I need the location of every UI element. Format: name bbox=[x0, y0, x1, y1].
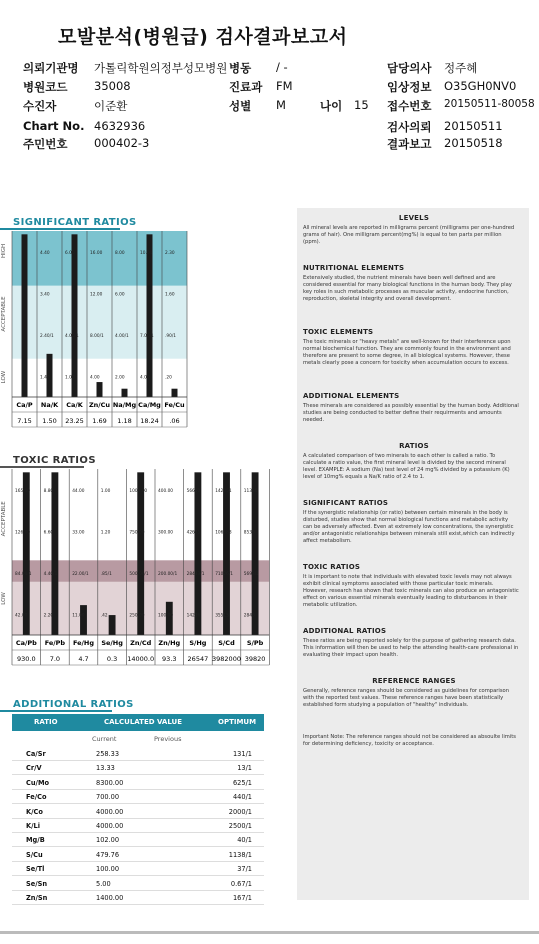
receipt-value: 20150511-80058 bbox=[444, 98, 535, 110]
significant-bar-fe-cu bbox=[172, 389, 178, 397]
significant-ratio-name: Ca/P bbox=[16, 401, 33, 409]
significant-tick-label: 8.00 bbox=[115, 250, 125, 256]
significant-ratio-value: 1.18 bbox=[117, 417, 132, 425]
additional-optimum-value: 13/1 bbox=[237, 764, 252, 773]
significant-tick-label: 2.40/1 bbox=[40, 333, 54, 339]
additional-ratio-name: K/Co bbox=[26, 807, 43, 816]
reference-paragraph: Generally, reference ranges should be considered as guidelines for comparison with the reported test values. These reference ranges have been statistically established form studying a population of "healthy" individuals. bbox=[303, 688, 509, 708]
significant-tick-label: 2.30 bbox=[165, 250, 175, 256]
reference-paragraph: The toxic minerals or "heavy metals" are well-known for their interference upon normal biochemical function. They are commonly found in the environment and therefore are present to some degree, in all biological systems. However, these metals clearly pose a concern for toxicity when accumulation occurs to excess. bbox=[303, 339, 511, 366]
toxic-ratio-name: Zn/Cd bbox=[130, 639, 152, 647]
toxic-tick-label: 1.00 bbox=[100, 488, 111, 494]
toxic-tick-label: 500.00/1 bbox=[129, 571, 149, 577]
additional-current-value: 5.00 bbox=[96, 879, 111, 888]
toxic-ratio-value: 93.3 bbox=[162, 655, 177, 663]
dept-label: 진료과 bbox=[229, 80, 263, 94]
additional-ratios-table bbox=[12, 714, 264, 904]
col-opt-header: OPTIMUM bbox=[218, 718, 257, 726]
additional-row bbox=[12, 833, 264, 847]
significant-tick-label: 16.00 bbox=[90, 250, 103, 256]
reference-paragraph: Important Note: The reference ranges should not be considered as absoulte limits for determining deficiency, toxicity or acceptance. bbox=[303, 734, 516, 747]
toxic-tick-label: 33.00 bbox=[72, 530, 85, 536]
additional-current-value: 258.33 bbox=[96, 750, 120, 758]
toxic-tick-label: .85/1 bbox=[100, 571, 112, 577]
additional-row bbox=[12, 848, 264, 862]
additional-ratio-name: Se/Sn bbox=[26, 879, 48, 888]
additional-ratio-name: S/Cu bbox=[26, 850, 43, 859]
col-calc-header: CALCULATED VALUE bbox=[104, 718, 183, 726]
significant-bar-ca-mg bbox=[147, 234, 153, 397]
significant-ratios-title: SIGNIFICANT RATIOS bbox=[13, 217, 137, 228]
additional-current-value: 700.00 bbox=[96, 793, 120, 802]
toxic-ratio-name: S/Hg bbox=[189, 639, 207, 647]
reference-heading: NUTRITIONAL ELEMENTS bbox=[303, 264, 405, 272]
significant-ratios-chart bbox=[0, 229, 192, 431]
reference-paragraph: These minerals are considered as possibly essential by the human body. Additional studies are being conducted to better define their requirments and amounts needed. bbox=[303, 403, 519, 423]
toxic-ratios-chart bbox=[0, 467, 272, 673]
additional-row bbox=[12, 877, 264, 891]
patient-label: 수진자 bbox=[23, 99, 57, 113]
toxic-ratio-name: S/Cd bbox=[218, 639, 235, 647]
toxic-tick-label: 100.00 bbox=[158, 613, 174, 619]
toxic-tick-label: 165.00 bbox=[15, 488, 31, 494]
age-value: 15 bbox=[354, 98, 369, 112]
additional-current-value: 4000.00 bbox=[96, 822, 124, 830]
patient-value: 이준환 bbox=[94, 99, 128, 113]
toxic-zone-label: ACCEPTABLE bbox=[1, 501, 7, 537]
additional-optimum-value: 40/1 bbox=[237, 836, 252, 845]
additional-title-rule bbox=[0, 710, 112, 712]
hospital-code-value: 35008 bbox=[94, 79, 131, 93]
toxic-tick-label: 11.00 bbox=[72, 613, 85, 619]
ward-label: 병동 bbox=[229, 61, 252, 75]
additional-ratio-name: Zn/Sn bbox=[26, 894, 48, 902]
toxic-tick-label: 1.20 bbox=[100, 530, 111, 536]
additional-row bbox=[12, 805, 264, 819]
ssn-label: 주민번호 bbox=[23, 137, 68, 151]
significant-ratio-name: Fe/Cu bbox=[164, 401, 185, 409]
additional-ratio-name: Cr/V bbox=[26, 764, 42, 773]
toxic-tick-label: 200.00/1 bbox=[158, 571, 178, 577]
additional-optimum-value: 37/1 bbox=[237, 865, 252, 874]
toxic-tick-label: 750.00 bbox=[129, 530, 145, 536]
toxic-tick-label: 28433/1 bbox=[186, 571, 205, 577]
additional-row bbox=[12, 790, 264, 804]
significant-ratio-value: 1.69 bbox=[92, 417, 107, 425]
sex-label: 성별 bbox=[229, 99, 252, 113]
toxic-ratio-value: 14000.0 bbox=[127, 655, 155, 663]
additional-current-value: 102.00 bbox=[96, 836, 120, 845]
additional-current-value: 4000.00 bbox=[96, 807, 124, 816]
toxic-tick-label: 71026/1 bbox=[215, 571, 234, 577]
toxic-ratio-value: 3982000 bbox=[212, 655, 241, 663]
reference-heading: TOXIC ELEMENTS bbox=[303, 328, 374, 336]
sex-value: M bbox=[276, 98, 286, 112]
significant-tick-label: .20 bbox=[165, 375, 172, 381]
toxic-tick-label: 4.40/1 bbox=[43, 571, 58, 577]
additional-optimum-value: 167/1 bbox=[232, 894, 252, 902]
toxic-tick-label: 8.80 bbox=[43, 488, 54, 494]
additional-optimum-value: 131/1 bbox=[232, 750, 252, 758]
toxic-ratio-name: Ca/Pb bbox=[15, 639, 37, 647]
additional-current-value: 1400.00 bbox=[96, 894, 124, 902]
toxic-tick-label: 42675 bbox=[186, 530, 201, 536]
clinical-label: 임상정보 bbox=[387, 80, 432, 94]
toxic-tick-label: 250.00 bbox=[129, 613, 145, 619]
toxic-zone-label: LOW bbox=[1, 592, 7, 605]
significant-ratio-value: 7.15 bbox=[17, 417, 32, 425]
additional-ratio-name: K/Li bbox=[26, 822, 40, 830]
report-title: 모발분석(병원급) 검사결과보고서 bbox=[58, 26, 348, 48]
significant-ratio-value: .06 bbox=[169, 417, 180, 425]
reference-paragraph: Extensively studied, the nutrient minerals have been well defined and are considered essential for many biological functions in the human body. They play key roles in such metabolic processes as muscular activity, endocrine function, reproduction, skeletal integrity and overall development. bbox=[303, 275, 512, 302]
significant-tick-label: 1.40 bbox=[40, 375, 50, 381]
significant-tick-label: 12.00 bbox=[90, 292, 103, 298]
significant-tick-label: 4.00 bbox=[90, 375, 100, 381]
significant-ratio-name: Na/Mg bbox=[112, 401, 137, 409]
bottom-rule bbox=[0, 931, 539, 934]
additional-optimum-value: 440/1 bbox=[232, 793, 252, 802]
significant-tick-label: 1.00 bbox=[65, 375, 75, 381]
additional-current-value: 479.76 bbox=[96, 850, 120, 859]
toxic-tick-label: 2846 bbox=[243, 613, 255, 619]
additional-ratio-name: Cu/Mo bbox=[26, 778, 50, 787]
sub-current: Current bbox=[92, 735, 117, 743]
toxic-tick-label: 44.00 bbox=[72, 488, 85, 494]
ssn-value: 000402-3 bbox=[94, 136, 150, 150]
significant-ratio-name: Zn/Cu bbox=[88, 401, 111, 409]
toxic-bar-zn-hg bbox=[166, 602, 173, 635]
significant-bar-ca-p bbox=[22, 234, 28, 397]
doctor-label: 담당의사 bbox=[387, 61, 432, 75]
chart-label: Chart No. bbox=[23, 119, 85, 133]
reference-heading: ADDITIONAL RATIOS bbox=[303, 627, 387, 635]
additional-optimum-value: 2500/1 bbox=[228, 822, 252, 830]
toxic-tick-label: 1000.00 bbox=[129, 488, 148, 494]
significant-tick-label: 3.40 bbox=[40, 292, 50, 298]
significant-ratio-value: 23.25 bbox=[65, 417, 84, 425]
significant-bar-ca-k bbox=[72, 234, 78, 397]
reference-heading: REFERENCE RANGES bbox=[372, 677, 456, 685]
reference-heading: SIGNIFICANT RATIOS bbox=[303, 499, 389, 507]
significant-tick-label: .90/1 bbox=[165, 333, 177, 339]
significant-zone-label: LOW bbox=[1, 370, 7, 384]
additional-row bbox=[12, 761, 264, 775]
dept-value: FM bbox=[276, 79, 293, 93]
reference-paragraph: These ratios are being reported solely for the purpose of gathering research data. This information will then be used to help the attending health-care professional in evaluating their impact upon health. bbox=[303, 638, 519, 658]
additional-row bbox=[12, 819, 264, 833]
significant-tick-label: 7.00/1 bbox=[140, 333, 154, 339]
additional-current-value: 13.33 bbox=[96, 764, 115, 773]
significant-tick-label: 4.40 bbox=[40, 250, 50, 256]
toxic-bar-s-pb bbox=[252, 472, 259, 635]
req-date-label: 검사의뢰 bbox=[387, 120, 432, 134]
toxic-tick-label: 42.00 bbox=[15, 613, 28, 619]
toxic-tick-label: 126.00 bbox=[15, 530, 31, 536]
toxic-tick-label: 56600 bbox=[186, 488, 201, 494]
toxic-ratio-name: Fe/Pb bbox=[44, 639, 66, 647]
clinical-value: O35GH0NV0 bbox=[444, 79, 517, 93]
additional-optimum-value: 0.67/1 bbox=[230, 879, 252, 888]
reference-heading: ADDITIONAL ELEMENTS bbox=[303, 392, 400, 400]
additional-row bbox=[12, 776, 264, 790]
reference-paragraph: All mineral levels are reported in milligrams percent (milligrams per one-hundred grams of hair). One milligram percent(mg%) is equal to ten parts per million (ppm). bbox=[303, 225, 515, 245]
additional-row bbox=[12, 747, 264, 761]
report-date-label: 결과보고 bbox=[387, 137, 432, 151]
toxic-tick-label: .42 bbox=[100, 613, 108, 619]
toxic-ratio-value: 39820 bbox=[244, 655, 266, 663]
age-label: 나이 bbox=[320, 99, 343, 113]
reference-text bbox=[303, 214, 525, 898]
toxic-tick-label: 8539 bbox=[243, 530, 255, 536]
significant-ratio-name: Ca/K bbox=[66, 401, 83, 409]
toxic-ratio-name: Fe/Hg bbox=[72, 639, 95, 647]
reference-heading: LEVELS bbox=[398, 214, 430, 222]
institution-value: 가톨릭학원의정부성모병원 bbox=[94, 61, 228, 75]
toxic-tick-label: 300.00 bbox=[158, 530, 174, 536]
significant-ratio-value: 1.50 bbox=[42, 417, 57, 425]
toxic-ratio-name: Zn/Hg bbox=[158, 639, 181, 647]
significant-tick-label: 4.00 bbox=[140, 375, 150, 381]
receipt-label: 접수번호 bbox=[387, 99, 432, 113]
significant-zone-label: ACCEPTABLE bbox=[1, 296, 7, 332]
additional-current-value: 100.00 bbox=[96, 865, 120, 874]
ward-value: / - bbox=[276, 60, 288, 74]
reference-heading: RATIOS bbox=[399, 442, 429, 450]
col-ratio-header: RATIO bbox=[34, 718, 58, 726]
toxic-bar-se-hg bbox=[109, 615, 116, 635]
toxic-bar-zn-cd bbox=[137, 472, 144, 635]
toxic-bar-s-hg bbox=[194, 472, 201, 635]
toxic-ratio-value: 0.3 bbox=[106, 655, 118, 663]
significant-ratio-name: Na/K bbox=[40, 401, 59, 409]
additional-ratio-name: Mg/B bbox=[26, 836, 45, 845]
significant-bar-zn-cu bbox=[97, 382, 103, 397]
toxic-bar-fe-pb bbox=[51, 472, 58, 635]
additional-ratio-name: Se/Tl bbox=[26, 865, 45, 874]
reference-paragraph: If the synergistic relationship (or ratio) between certain minerals in the body is disturbed, studies show that normal biological functions and metabolic activity can be adversely affected. Even at extremely low concentrations, the synergistic and/or antagonistic relationships between minerals still exist,which can indirectly affect metabolism. bbox=[303, 510, 515, 544]
significant-tick-label: 4.00/1 bbox=[115, 333, 129, 339]
toxic-tick-label: 2.20 bbox=[43, 613, 54, 619]
toxic-bar-fe-hg bbox=[80, 605, 87, 635]
toxic-ratio-name: S/Pb bbox=[246, 639, 264, 647]
chart-value: 4632936 bbox=[94, 119, 146, 133]
significant-tick-label: 8.00/1 bbox=[90, 333, 104, 339]
toxic-tick-label: 5693/1 bbox=[243, 571, 259, 577]
toxic-ratio-value: 26547 bbox=[187, 655, 209, 663]
sub-previous: Previous bbox=[154, 735, 182, 743]
significant-zone-label: HIGH bbox=[1, 243, 7, 258]
additional-current-value: 8300.00 bbox=[96, 778, 124, 787]
significant-ratio-value: 18.24 bbox=[140, 417, 159, 425]
toxic-ratio-value: 7.0 bbox=[49, 655, 61, 663]
significant-tick-label: 10.00 bbox=[140, 250, 153, 256]
significant-tick-label: 4.00/1 bbox=[65, 333, 79, 339]
additional-optimum-value: 2000/1 bbox=[228, 807, 252, 816]
toxic-bar-s-cd bbox=[223, 472, 230, 635]
additional-optimum-value: 1138/1 bbox=[228, 850, 252, 859]
toxic-ratio-value: 4.7 bbox=[78, 655, 89, 663]
toxic-tick-label: 11386 bbox=[243, 488, 258, 494]
reference-paragraph: It is important to note that individuals with elevated toxic levels may not always exhibit clinical symptoms associated with those particular toxic minerals. However, research has shown that toxic minerals can also produce an antagonistic effect on various essential minerals eventually leading to disturbances in their metabolic utilization. bbox=[303, 574, 519, 608]
toxic-ratio-value: 930.0 bbox=[16, 655, 36, 663]
significant-tick-label: 2.00 bbox=[115, 375, 125, 381]
additional-ratios-title: ADDITIONAL RATIOS bbox=[13, 699, 134, 710]
toxic-tick-label: 22.00/1 bbox=[72, 571, 89, 577]
significant-ratio-name: Ca/Mg bbox=[138, 401, 161, 409]
toxic-tick-label: 84.00/1 bbox=[15, 571, 32, 577]
significant-tick-label: 1.60 bbox=[165, 292, 175, 298]
hospital-code-label: 병원코드 bbox=[23, 80, 68, 94]
toxic-ratio-name: Se/Hg bbox=[101, 639, 123, 647]
additional-row bbox=[12, 891, 264, 905]
reference-paragraph: A calculated comparison of two minerals to each other is called a ratio. To calculate a ratio value, the first mineral level is divided by the second mineral level. EXAMPLE: A sodium (Na) test level of 24 mg% divided by a potassium (K) level of 10mg% equals a Na/K ratio of 2.4 to 1. bbox=[303, 453, 510, 480]
significant-tick-label: 6.00 bbox=[115, 292, 125, 298]
additional-ratio-name: Ca/Sr bbox=[26, 750, 46, 758]
additional-optimum-value: 625/1 bbox=[232, 778, 252, 787]
toxic-tick-label: 106688 bbox=[215, 530, 232, 536]
reference-heading: TOXIC RATIOS bbox=[303, 563, 361, 571]
toxic-tick-label: 6.60 bbox=[43, 530, 54, 536]
significant-tick-label: 6.00 bbox=[65, 250, 75, 256]
report-date-value: 20150518 bbox=[444, 136, 503, 150]
doctor-value: 정주혜 bbox=[444, 61, 478, 75]
toxic-tick-label: 35513 bbox=[215, 613, 229, 619]
additional-ratio-name: Fe/Co bbox=[26, 793, 47, 802]
toxic-tick-label: 400.00 bbox=[158, 488, 174, 494]
toxic-tick-label: 14216 bbox=[186, 613, 201, 619]
toxic-ratios-title: TOXIC RATIOS bbox=[13, 455, 96, 466]
toxic-bar-ca-pb bbox=[23, 472, 30, 635]
toxic-tick-label: 142351 bbox=[215, 488, 232, 494]
additional-row bbox=[12, 862, 264, 876]
significant-bar-na-mg bbox=[122, 389, 128, 397]
req-date-value: 20150511 bbox=[444, 119, 503, 133]
institution-label: 의뢰기관명 bbox=[23, 61, 79, 75]
significant-band-0 bbox=[12, 231, 187, 286]
